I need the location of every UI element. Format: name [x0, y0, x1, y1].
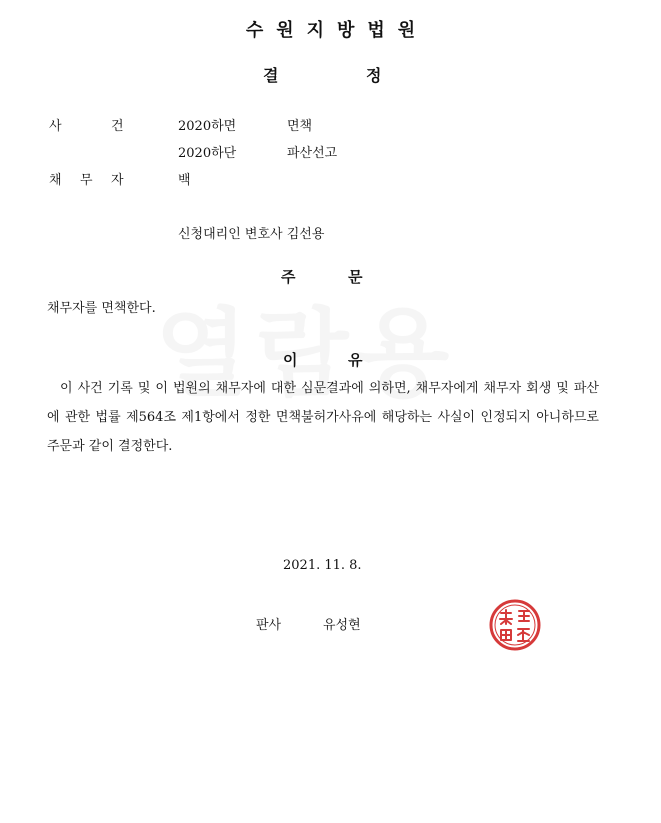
judge-name: 유성현 [323, 618, 361, 633]
doc-type-left: 결 [263, 66, 279, 85]
debtor-label-3: 자 [111, 173, 124, 188]
order-heading-right: 문 [348, 268, 363, 286]
reason-heading-right: 유 [348, 351, 363, 369]
decision-date: 2021. 11. 8. [283, 558, 362, 573]
judge-title: 판사 [256, 618, 282, 633]
judge-seal-icon [489, 599, 541, 651]
reason-paragraph [47, 374, 599, 461]
representative: 신청대리인 변호사 김선용 [178, 227, 325, 242]
case-label-right: 건 [111, 119, 124, 134]
case-label-left: 사 [49, 119, 62, 134]
order-heading-left: 주 [281, 268, 296, 286]
case-number-1: 2020하면 [178, 119, 237, 134]
court-name: 수원지방법원 [245, 20, 429, 41]
debtor-label-2: 무 [80, 173, 93, 188]
doc-type-right: 정 [366, 66, 382, 85]
reason-heading-left: 이 [283, 351, 298, 369]
order-text: 채무자를 면책한다. [47, 301, 156, 316]
reason-text: 이 사건 기록 및 이 법원의 채무자에 대한 심문결과에 의하면, 채무자에게 채무자 회생 및 파산에 관한 법률 제564조 제1항에서 정한 면책불허가사유에 해당하는 사실이 인정되지 아니하므로 주문과 같이 결정한다. [47, 381, 599, 454]
debtor-label-1: 채 [49, 173, 62, 188]
case-name-1: 면책 [287, 119, 313, 134]
debtor-name: 백 [178, 173, 191, 188]
case-number-2: 2020하단 [178, 146, 237, 161]
case-name-2: 파산선고 [287, 146, 338, 161]
